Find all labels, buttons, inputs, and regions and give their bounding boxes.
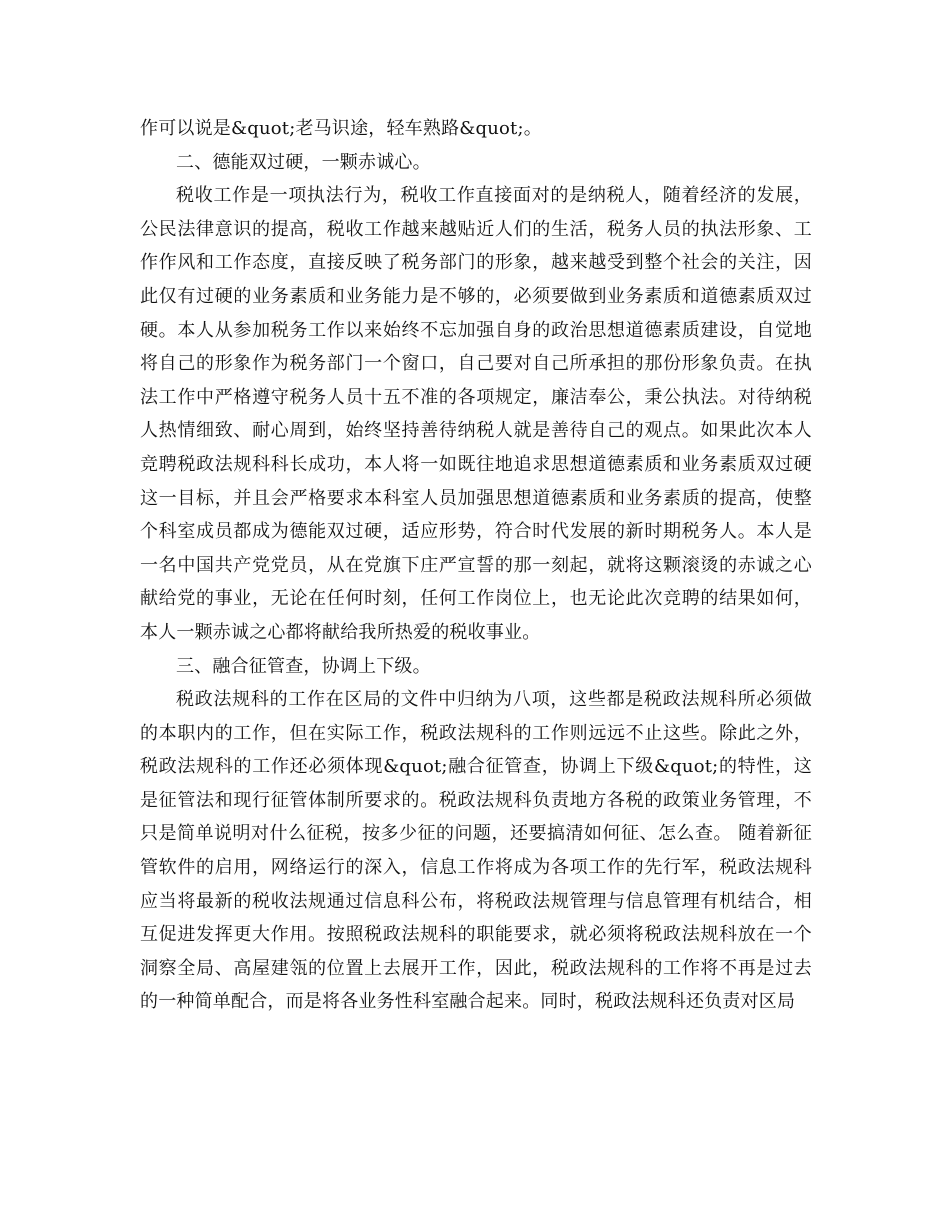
document-body (140, 112, 812, 1019)
paragraph-body: 税收工作是一项执法行为，税收工作直接面对的是纳税人，随着经济的发展，公民法律意识的提高，税收工作越来越贴近人们的生活，税务人员的执法形象、工作作风和工作态度，直接反映了税务部门的形象，越来越受到整个社会的关注，因此仅有过硬的业务素质和业务能力是不够的，必须要做到业务素质和道德素质双过硬。本人从参加税务工作以来始终不忘加强自身的政治思想道德素质建设，自觉地将自己的形象作为税务部门一个窗口，自己要对自己所承担的那份形象负责。在执法工作中严格遵守税务人员十五不准的各项规定，廉洁奉公，秉公执法。对待纳税人热情细致、耐心周到，始终坚持善待纳税人就是善待自己的观点。如果此次本人竞聘税政法规科科长成功，本人将一如既往地追求思想道德素质和业务素质双过硬这一目标，并且会严格要求本科室人员加强思想道德素质和业务素质的提高，使整个科室成员都成为德能双过硬，适应形势，符合时代发展的新时期税务人。本人是一名中国共产党党员，从在党旗下庄严宣誓的那一刻起，就将这颗滚烫的赤诚之心献给党的事业，无论在任何时刻，任何工作岗位上，也无论此次竞聘的结果如何，本人一颗赤诚之心都将献给我所热爱的税收事业。 (140, 185, 812, 643)
paragraph-body: 税政法规科的工作在区局的文件中归纳为八项，这些都是税政法规科所必须做的本职内的工作，但在实际工作，税政法规科的工作则远远不止这些。除此之外，税政法规科的工作还必须体现&quot;融合征管查，协调上下级&quot;的特性，这是征管法和现行征管体制所要求的。税政法规科负责地方各税的政策业务管理，不只是简单说明对什么征税，按多少征的问题，还要搞清如何征、怎么查。 随着新征管软件的启用，网络运行的深入，信息工作将成为各项工作的先行军，税政法规科应当将最新的税收法规通过信息科公布，将税政法规管理与信息管理有机结合，相互促进发挥更大作用。按照税政法规科的职能要求，就必须将税政法规科放在一个洞察全局、高屋建瓴的位置上去展开工作，因此，税政法规科的工作将不再是过去的一种简单配合，而是将各业务性科室融合起来。同时，税政法规科还负责对区局 (140, 689, 812, 1013)
section-heading-three: 三、融合征管查，协调上下级。 (176, 655, 431, 677)
section-heading-two: 二、德能双过硬，一颗赤诚心。 (176, 151, 431, 173)
paragraph-continuation: 作可以说是&quot;老马识途，轻车熟路&quot;。 (140, 118, 542, 139)
